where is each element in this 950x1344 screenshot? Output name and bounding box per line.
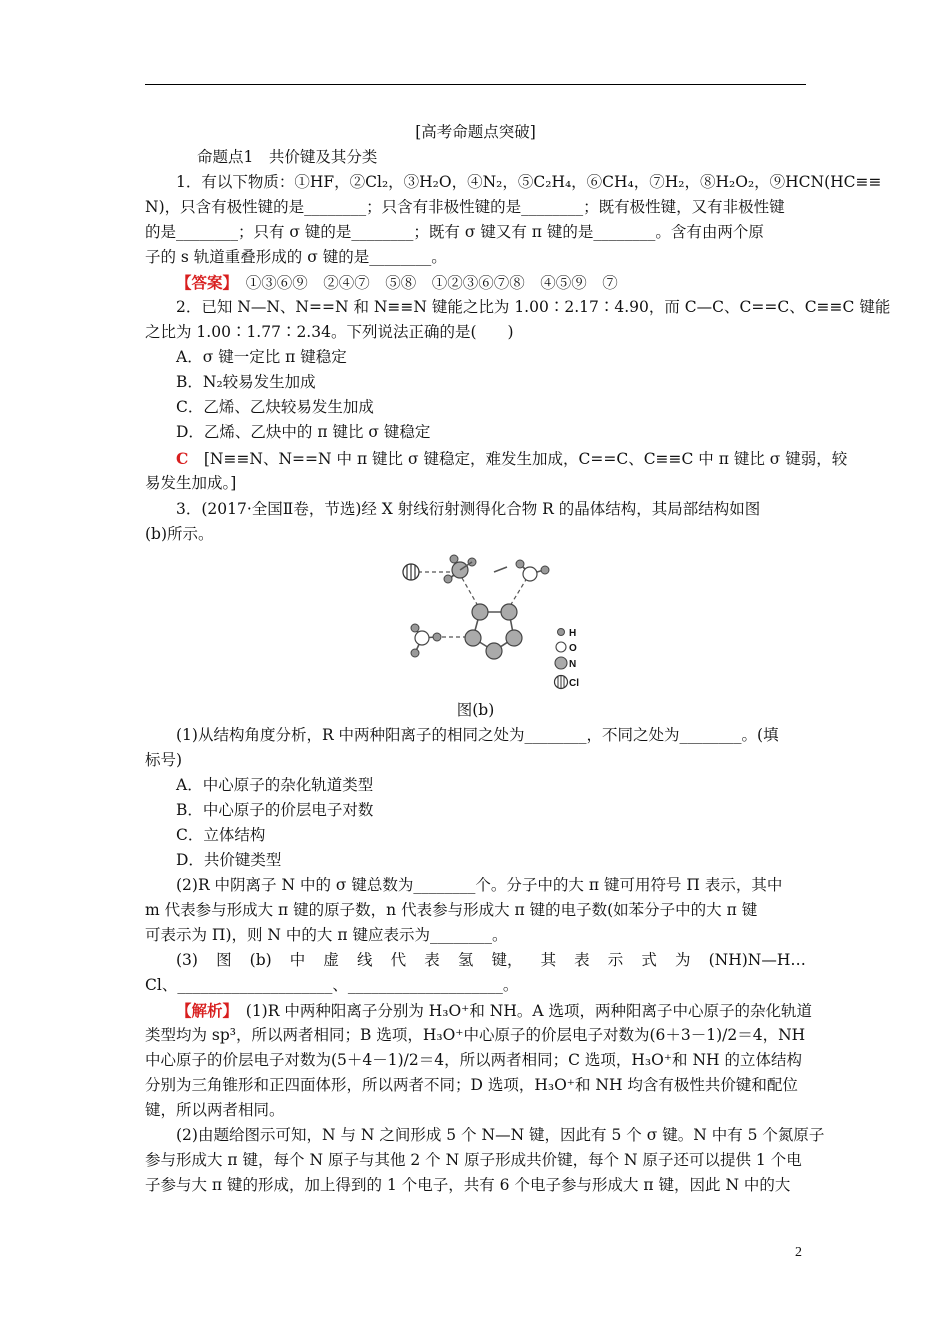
q3-word: 为: [675, 951, 691, 969]
q3-option: C．立体结构: [176, 826, 266, 844]
section-header: [高考命题点突破]: [415, 123, 536, 141]
analysis-line: 键，所以两者相同。: [145, 1101, 285, 1119]
q3-word: 式: [641, 951, 657, 969]
legend-label: O: [569, 643, 577, 654]
analysis-line: 分别为三角锥形和正四面体形，所以两者不同；D 选项，H₃O⁺和 NH 均含有极性共价键和配位: [145, 1076, 798, 1094]
q3-line: 3．(2017·全国Ⅱ卷，节选)经 X 射线衍射测得化合物 R 的晶体结构，其局部结构如图: [176, 500, 761, 518]
q3-part2: 可表示为 Π)，则 N 中的大 π 键应表示为________。: [145, 926, 508, 944]
q3-part1: 标号): [145, 751, 183, 769]
q3-word: 其: [540, 951, 557, 969]
q3-part2: m 代表参与形成大 π 键的原子数，n 代表参与形成大 π 键的电子数(如苯分子中的大 π 键: [145, 901, 758, 919]
q3-word: 示: [607, 951, 624, 969]
q3-word: 线: [357, 951, 373, 969]
q3-option: D．共价键类型: [176, 851, 282, 869]
q3-part3: [176, 948, 806, 973]
analysis2-line: (2)由题给图示可知，N 与 N 之间形成 5 个 N—N 键，因此有 5 个 σ 键。N 中有 5 个氮原子: [176, 1126, 825, 1144]
top-rule: [145, 84, 806, 85]
analysis-line: 类型均为 sp³，所以两者相同；B 选项，H₃O⁺中心原子的价层电子对数为(6＋3－1)/2＝4，NH: [145, 1026, 806, 1044]
q3-part1: (1)从结构角度分析，R 中两种阳离子的相同之处为________，不同之处为________。(填: [176, 726, 779, 744]
analysis-line: 中心原子的价层电子对数为(5＋4－1)/2＝4，所以两者相同；C 选项，H₃O⁺和 NH 的立体结构: [145, 1051, 802, 1069]
q2-option: D．乙烯、乙炔中的 π 键比 σ 键稳定: [176, 423, 431, 441]
q3-word: 虚: [323, 951, 339, 969]
analysis2-line: 子参与大 π 键的形成，加上得到的 1 个电子，共有 6 个电子参与形成大 π 键，因此 N 中的大: [145, 1176, 791, 1194]
q3-part3-line2: Cl、____________________、____________________。: [145, 976, 519, 994]
analysis-line: [145, 998, 837, 1024]
q3-word: 氢: [457, 951, 474, 969]
q3-word: 键，: [491, 951, 523, 969]
crystal-structure-figure: [396, 548, 596, 696]
q3-word: 代: [390, 951, 407, 969]
q3-line: (b)所示。: [145, 525, 214, 543]
q3-word: (NH)N—H…: [708, 951, 806, 969]
explanation-text: [N≡≡N、N==N 中 π 键比 σ 键稳定，难发生加成，C==C、C≡≡C 中 π 键比 σ 键弱，较: [188, 450, 848, 468]
q1-line: 1．有以下物质：①HF，②Cl₂，③H₂O，④N₂，⑤C₂H₄，⑥CH₄，⑦H₂，⑧H₂O₂，⑨HCN(HC≡≡: [176, 173, 882, 191]
q2-line: 之比为 1.00∶1.77∶2.34。下列说法正确的是( ): [145, 323, 514, 341]
legend-label: N: [569, 659, 577, 670]
analysis-text: (1)R 中两种阳离子分别为 H₃O⁺和 NH。A 选项，两种阳离子中心原子的杂化轨道: [230, 1002, 812, 1020]
q1-line: 的是________；只有 σ 键的是________；既有 σ 键又有 π 键的是________。含有由两个原: [145, 223, 764, 241]
q3-word: 表: [574, 951, 590, 969]
q3-word: 中: [289, 951, 306, 969]
q2-option: A．σ 键一定比 π 键稳定: [176, 348, 347, 366]
q3-option: A．中心原子的杂化轨道类型: [176, 776, 374, 794]
analysis-tag: 【解析】: [176, 1001, 231, 1020]
q3-word: (b): [249, 951, 272, 969]
answer-tag: 【答案】: [176, 273, 231, 292]
q3-word: (3): [176, 951, 198, 969]
analysis2-line: 参与形成大 π 键，每个 N 原子与其他 2 个 N 原子形成共价键，每个 N 原子还可以提供 1 个电: [145, 1151, 802, 1169]
q2-explanation: [145, 446, 848, 472]
q1-line: 子的 s 轨道重叠形成的 σ 键的是________。: [145, 248, 447, 266]
legend-label: H: [569, 628, 577, 639]
q2-option: B．N₂较易发生加成: [176, 373, 316, 391]
q3-part2: (2)R 中阴离子 N 中的 σ 键总数为________个。分子中的大 π 键可用符号 Π 表示，其中: [176, 876, 783, 894]
q1-line: N)，只含有极性键的是________；只含有非极性键的是________；既有极性键，又有非极性键: [145, 198, 785, 216]
legend-label: Cl: [569, 678, 579, 689]
q2-line: 2．已知 N—N、N==N 和 N≡≡N 键能之比为 1.00∶2.17∶4.90，而 C—C、C==C、C≡≡C 键能: [176, 298, 891, 316]
answer-text: ①③⑥⑨ ②④⑦ ⑤⑧ ①②③⑥⑦⑧ ④⑤⑨ ⑦: [230, 274, 618, 292]
page-number: 2: [795, 1245, 802, 1260]
q3-word: 表: [424, 951, 440, 969]
q1-answer: [145, 270, 837, 296]
q2-option: C．乙烯、乙炔较易发生加成: [176, 398, 374, 416]
topic-title: 命题点1 共价键及其分类: [197, 148, 378, 166]
answer-letter: C: [176, 449, 189, 468]
q3-word: 图: [216, 951, 232, 969]
q2-explanation-line: 易发生加成。]: [145, 474, 237, 492]
figure-caption: 图(b): [456, 701, 495, 719]
q3-option: B．中心原子的价层电子对数: [176, 801, 374, 819]
